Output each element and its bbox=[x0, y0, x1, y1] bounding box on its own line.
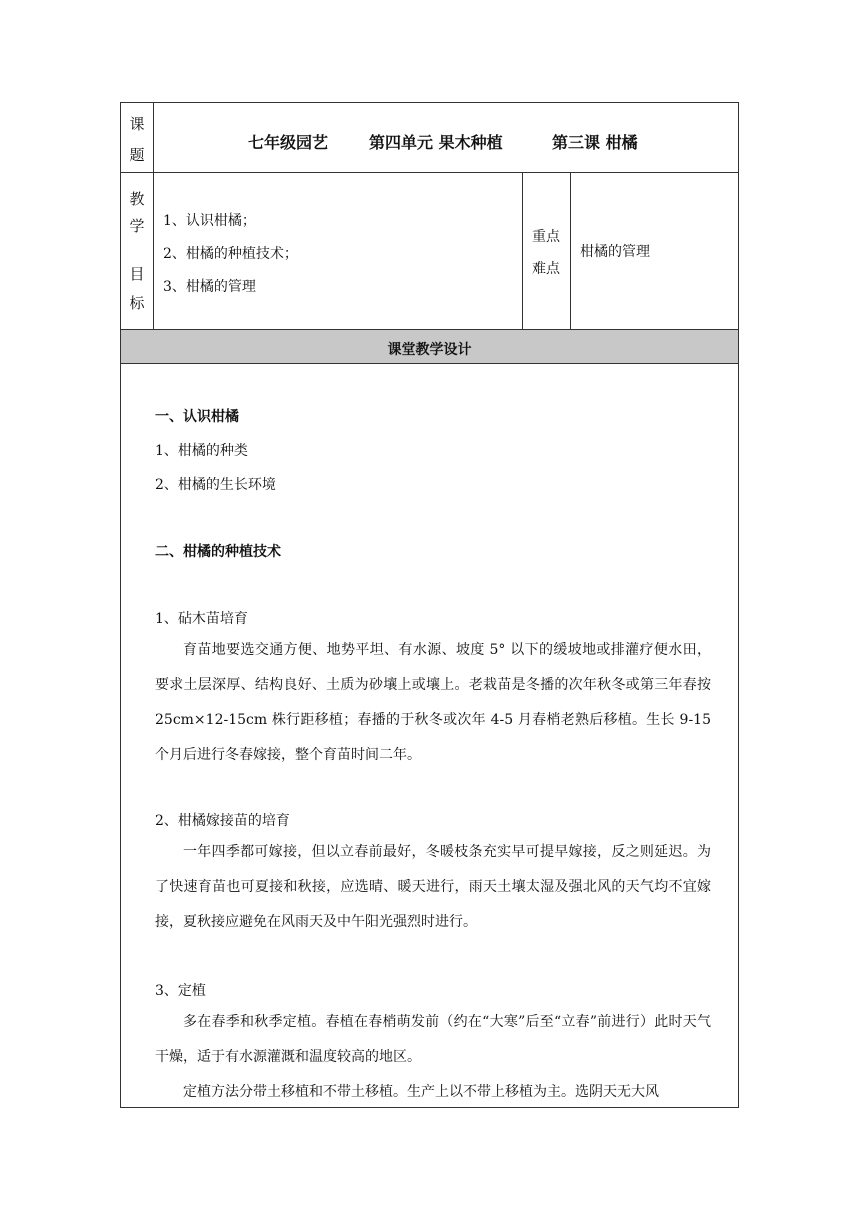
title-unit: 第四单元 果木种植 bbox=[369, 133, 503, 152]
column-divider bbox=[570, 172, 571, 330]
goals-label-char: 目 bbox=[129, 265, 145, 283]
goal-item: 2、柑橘的种植技术； bbox=[163, 246, 298, 262]
goals-label-char: 学 bbox=[129, 217, 145, 235]
header-label-char: 题 bbox=[129, 146, 145, 164]
paragraph: 育苗地要选交通方便、地势平坦、有水源、坡度 5° 以下的缓坡地或排灌疗便水田，要求土层深厚、结构良好、土质为砂壤上或壤上。老栽苗是冬播的次年秋冬或第三年春按 25cm×12-15cm 株行距移植；春播的于秋冬或次年 4-5 月春梢老熟后移植。生长 9-15 个月后进行冬春嫁接，整个育苗时间二年。 bbox=[155, 642, 711, 763]
paragraph: 定植方法分带土移植和不带土移植。生产上以不带上移植为主。选阴天无大风 bbox=[183, 1084, 659, 1100]
column-divider bbox=[153, 102, 154, 330]
subsection-heading: 3、定植 bbox=[155, 983, 206, 999]
subsection-heading: 1、砧木苗培育 bbox=[155, 611, 248, 627]
section-band-title: 课堂教学设计 bbox=[387, 342, 472, 358]
goal-item: 1、认识柑橘； bbox=[163, 213, 256, 229]
row-divider bbox=[120, 172, 739, 173]
goals-label-char: 标 bbox=[129, 294, 145, 312]
goals-label-char: 教 bbox=[129, 190, 145, 208]
title-lesson: 第三课 柑橘 bbox=[552, 133, 638, 152]
key-points-label: 难点 bbox=[532, 261, 560, 277]
section-heading: 一、认识柑橘 bbox=[155, 409, 239, 425]
section-heading: 二、柑橘的种植技术 bbox=[155, 544, 281, 560]
key-points-value: 柑橘的管理 bbox=[580, 244, 650, 260]
list-item: 1、柑橘的种类 bbox=[155, 443, 248, 459]
goal-item: 3、柑橘的管理 bbox=[163, 279, 256, 295]
list-item: 2、柑橘的生长环境 bbox=[155, 477, 276, 493]
paragraph: 多在春季和秋季定植。春植在春梢萌发前（约在“大寒”后至“立春”前进行）此时天气干燥，适于有水源灌溉和温度较高的地区。 bbox=[155, 1014, 711, 1065]
paragraph: 一年四季都可嫁接，但以立春前最好，冬暖枝条充实早可提早嫁接，反之则延迟。为了快速育苗也可夏接和秋接，应选晴、暖天进行，雨天土壤太湿及强北风的天气均不宜嫁接，夏秋接应避免在风雨天及中午阳光强烈时进行。 bbox=[155, 844, 711, 930]
header-label-char: 课 bbox=[129, 115, 145, 133]
key-points-label: 重点 bbox=[532, 229, 560, 245]
subsection-heading: 2、柑橘嫁接苗的培育 bbox=[155, 813, 290, 829]
row-divider bbox=[120, 363, 739, 364]
column-divider bbox=[522, 172, 523, 330]
title-grade: 七年级园艺 bbox=[248, 133, 329, 152]
